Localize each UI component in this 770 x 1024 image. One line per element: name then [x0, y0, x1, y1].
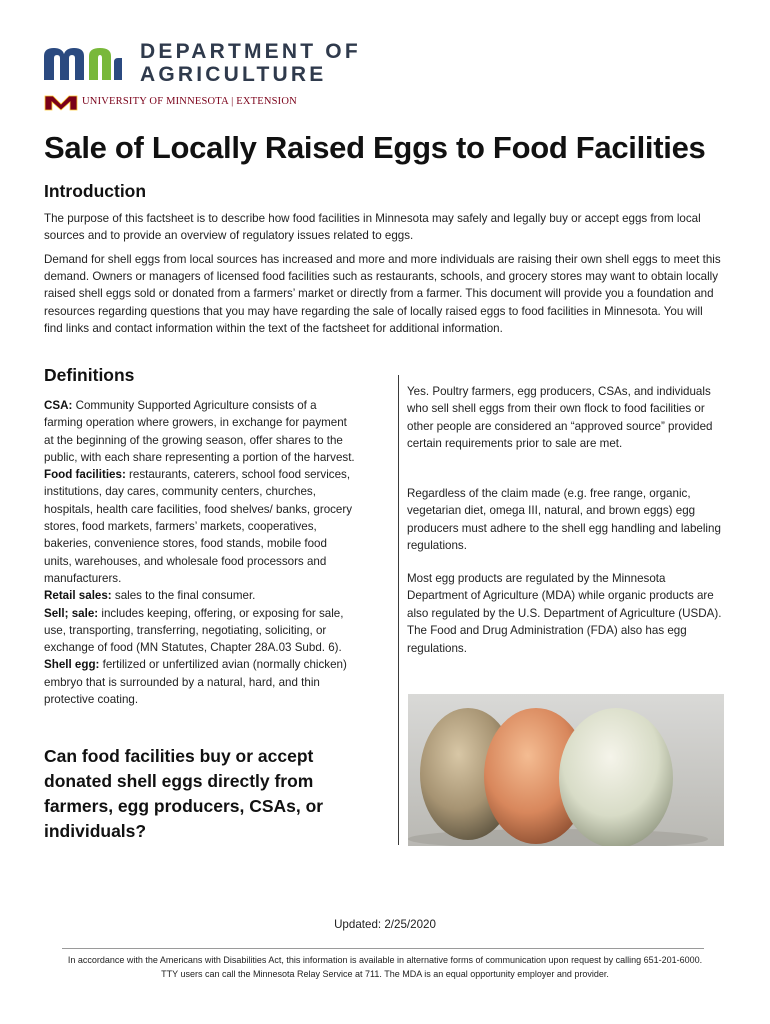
- mn-logo-mark-icon: [42, 44, 132, 82]
- definition-item: [44, 605, 356, 657]
- updated-date: Updated: 2/25/2020: [334, 918, 436, 931]
- intro-paragraph-1: The purpose of this factsheet is to describe how food facilities in Minnesota may safely and legally buy or accept eggs from local sources and to provide an overview of regulatory issues related to eggs.: [44, 212, 701, 243]
- umn-extension-logo: [44, 93, 304, 113]
- definition-item: [44, 587, 356, 604]
- introduction-heading: Introduction: [44, 181, 147, 201]
- answer-paragraph-1: Yes. Poultry farmers, egg producers, CSAs, and individuals who sell shell eggs from their own flock to food facilities or other people are considered an “approved source” provided certain requirements prior to sale are met.: [407, 385, 713, 451]
- eggs-photo: [408, 694, 724, 846]
- answer-paragraph-3: Most egg products are regulated by the Minnesota Department of Agriculture (MDA) while organic products are also regulated by the U.S. Department of Agriculture (USDA). The Food and Drug Administration (FDA) also has egg regulations.: [407, 572, 722, 655]
- dept-line-2: AGRICULTURE: [140, 63, 327, 86]
- column-divider: [398, 375, 399, 845]
- definition-item: [44, 656, 356, 708]
- definition-text: restaurants, caterers, school food services, institutions, day cares, community centers, churches, hospitals, health care facilities, food shelves/ banks, grocery stores, food markets, farmers’ markets, cooperatives, bakeries, convenience stores, food stands, mobile food units, warehouses, and wholesale food processors and manufacturers.: [44, 468, 353, 585]
- definition-term: CSA:: [44, 399, 73, 412]
- answer-paragraph-2: Regardless of the claim made (e.g. free range, organic, vegetarian diet, omega III, natural, and brown eggs) egg producers must adhere to the shell egg handling and labeling regulations.: [407, 487, 721, 553]
- mda-logo: [42, 40, 361, 88]
- definitions-heading: Definitions: [44, 365, 135, 385]
- definition-item: [44, 466, 356, 587]
- definition-text: sales to the final consumer.: [111, 589, 256, 603]
- ada-notice: In accordance with the Americans with Disabilities Act, this information is available in alternative forms of communication upon request by calling 651-201-6000. TTY users can call the Minnesota Relay Service at 711. The MDA is an equal opportunity employer and provider.: [67, 955, 703, 979]
- white-egg: [559, 708, 673, 846]
- definition-term: Retail sales:: [44, 589, 112, 603]
- definition-item: [44, 397, 356, 466]
- definition-text: fertilized or unfertilized avian (normally chicken) embryo that is surrounded by a natural, hard, and thin protective coating.: [44, 658, 347, 707]
- umn-m-icon: [44, 93, 78, 111]
- footer-divider: [62, 948, 704, 949]
- definition-term: Food facilities:: [44, 468, 126, 482]
- dept-line-1: DEPARTMENT OF: [140, 40, 361, 63]
- definition-text: includes keeping, offering, or exposing for sale, use, transporting, transferring, negotiating, soliciting, or exchange of food (MN Statutes, Chapter 28A.03 Subd. 6).: [44, 606, 344, 655]
- page-title: Sale of Locally Raised Eggs to Food Facilities: [44, 130, 706, 165]
- intro-paragraph-2: Demand for shell eggs from local sources has increased and more and more individuals are raising their own shell eggs to meet this demand. Owners or managers of licensed food facilities such as restaurants, schools, and grocery stores may want to obtain locally raised shell eggs sold or donated from a farmers’ market or directly from a farmer. This document will provide you a foundation and resources regarding questions that you may have regarding the sale of locally raised eggs to food facilities in Minnesota. You will find links and contact information within the text of the factsheet for additional information.: [44, 253, 721, 335]
- definition-text: Community Supported Agriculture consists of a farming operation where growers, in exchange for payment at the beginning of the growing season, offer shares to the public, with each share representing a portion of the harvest.: [44, 399, 355, 464]
- question-heading: Can food facilities buy or accept donated shell eggs directly from farmers, egg producers, CSAs, or individuals?: [44, 746, 324, 841]
- definitions-list: [44, 397, 356, 708]
- definition-term: Sell; sale:: [44, 606, 99, 620]
- umn-extension-text: UNIVERSITY OF MINNESOTA | EXTENSION: [82, 96, 297, 107]
- definition-term: Shell egg:: [44, 658, 100, 672]
